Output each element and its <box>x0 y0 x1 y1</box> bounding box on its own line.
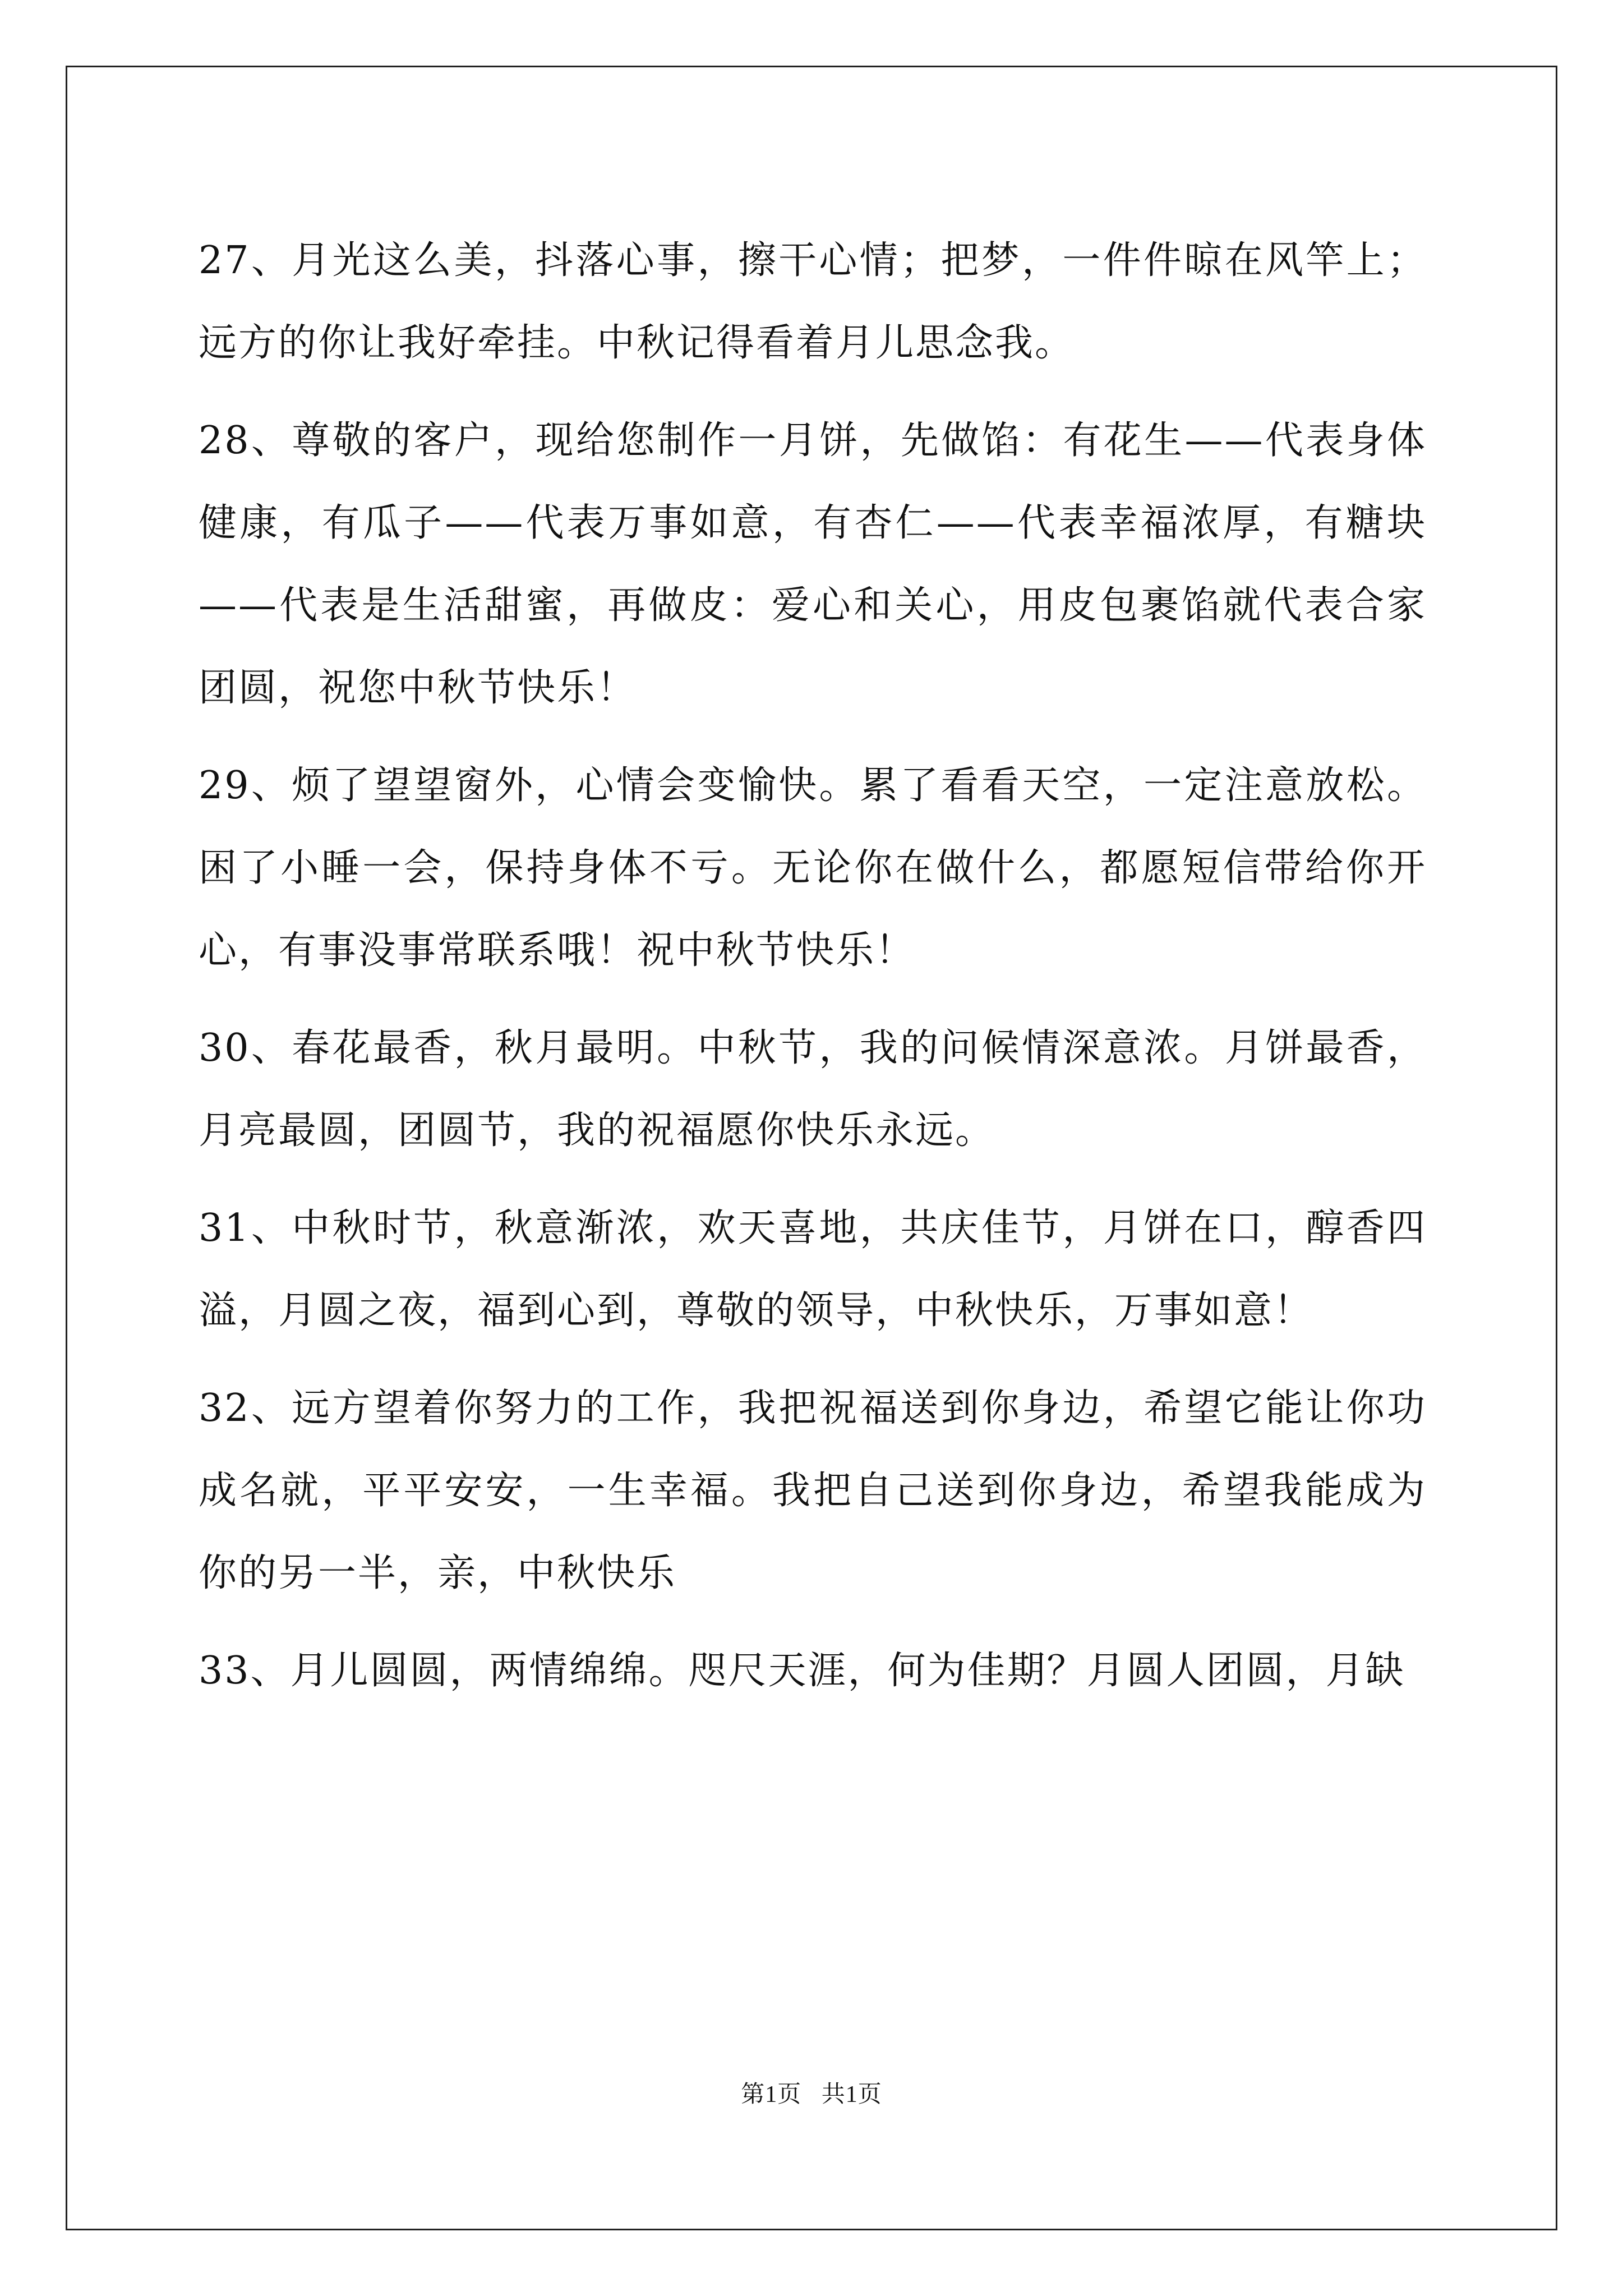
document-body <box>199 219 1427 1727</box>
page-number: 第1页 <box>741 2082 802 2108</box>
paragraph-28: 28、尊敬的客户，现给您制作一月饼，先做馅：有花生——代表身体健康，有瓜子——代表万事如意，有杏仁——代表幸福浓厚，有糖块——代表是生活甜蜜，再做皮：爱心和关心，用皮包裹馅就代表合家团圆，祝您中秋节快乐！ <box>199 418 1427 710</box>
paragraph-33: 33、月儿圆圆，两情绵绵。咫尺天涯，何为佳期？月圆人团圆，月缺 <box>199 1649 1405 1693</box>
paragraph-29: 29、烦了望望窗外，心情会变愉快。累了看看天空，一定注意放松。困了小睡一会，保持身体不亏。无论你在做什么，都愿短信带给你开心，有事没事常联系哦！祝中秋节快乐！ <box>199 763 1427 973</box>
paragraph-30: 30、春花最香，秋月最明。中秋节，我的问候情深意浓。月饼最香，月亮最圆，团圆节，我的祝福愿你快乐永远。 <box>199 1026 1427 1153</box>
paragraph-32: 32、远方望着你努力的工作，我把祝福送到你身边，希望它能让你功成名就，平平安安，一生幸福。我把自己送到你身边，希望我能成为你的另一半，亲，中秋快乐 <box>199 1386 1427 1595</box>
paragraph-31: 31、中秋时节，秋意渐浓，欢天喜地，共庆佳节，月饼在口，醇香四溢，月圆之夜，福到心到，尊敬的领导，中秋快乐，万事如意！ <box>199 1206 1427 1333</box>
paragraph-27: 27、月光这么美，抖落心事，擦干心情；把梦，一件件晾在风竿上；远方的你让我好牵挂。中秋记得看着月儿思念我。 <box>199 238 1427 365</box>
total-pages: 共1页 <box>821 2082 882 2108</box>
page-footer <box>0 2076 1623 2109</box>
